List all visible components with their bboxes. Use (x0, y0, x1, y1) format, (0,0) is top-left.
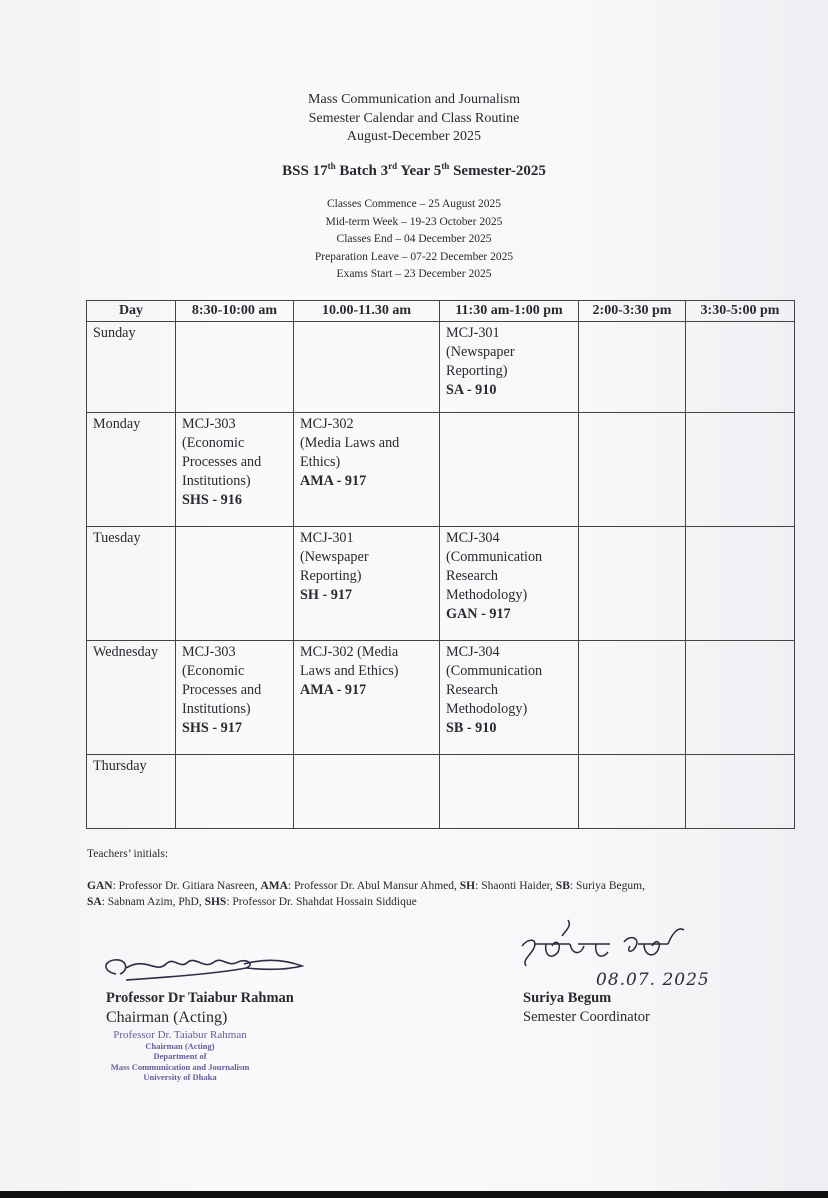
course-line: (Newspaper (446, 344, 515, 360)
table-row (87, 413, 795, 527)
course-line: Methodology) (446, 701, 528, 717)
course-line: MCJ-302 (300, 416, 354, 432)
chairman-title: Chairman (Acting) (106, 1009, 228, 1026)
day-cell: Tuesday (87, 527, 176, 641)
class-cell (294, 527, 440, 641)
room-code: SHS - 917 (182, 720, 242, 736)
day-cell: Thursday (87, 755, 176, 829)
coordinator-signature (512, 916, 702, 974)
class-cell (686, 641, 795, 755)
class-cell (579, 322, 686, 413)
room-code: SA - 910 (446, 382, 497, 398)
table-row (87, 527, 795, 641)
class-cell (294, 641, 440, 755)
room-code: SB - 910 (446, 720, 497, 736)
room-code: SH - 917 (300, 587, 353, 603)
class-cell (686, 527, 795, 641)
course-line: (Economic (182, 435, 245, 451)
col-header-slot4: 2:00-3:30 pm (579, 301, 686, 322)
course-line: Research (446, 568, 498, 584)
class-cell (176, 641, 294, 755)
date-exams-start: Exams Start – 23 December 2025 (336, 268, 492, 281)
col-header-slot5: 3:30-5:00 pm (686, 301, 795, 322)
class-cell (579, 527, 686, 641)
course-line: (Communication (446, 549, 543, 565)
class-cell (440, 641, 579, 755)
class-routine-table (86, 300, 795, 829)
coordinator-block (523, 990, 650, 1026)
room-code: AMA - 917 (300, 473, 367, 489)
date-classes-end: Classes End – 04 December 2025 (336, 233, 492, 246)
table-row (87, 755, 795, 829)
course-line: MCJ-301 (446, 325, 500, 341)
course-line: (Media Laws and (300, 435, 400, 451)
course-line: MCJ-304 (446, 530, 500, 546)
course-line: MCJ-301 (300, 530, 354, 546)
chairman-block (106, 990, 294, 1027)
class-cell (440, 322, 579, 413)
class-cell (176, 322, 294, 413)
class-cell (294, 755, 440, 829)
course-line: MCJ-304 (446, 644, 500, 660)
room-code: GAN - 917 (446, 606, 511, 622)
date-preparation-leave: Preparation Leave – 07-22 December 2025 (314, 250, 514, 263)
class-cell (686, 755, 795, 829)
course-line: Institutions) (182, 701, 251, 717)
teachers-legend: GAN: Professor Dr. Gitiara Nasreen, AMA: Professor Dr. Abul Mansur Ahmed, SH: Shaonti Haider, SB: Suriya Begum, SA: Sabnam Azim, PhD, SHS: Professor Dr. Shahdat Hossain Siddique (87, 880, 645, 908)
chairman-signature (96, 944, 311, 988)
course-line: (Communication (446, 663, 543, 679)
chairman-name: Professor Dr Taiabur Rahman (106, 990, 294, 1006)
course-line: Methodology) (446, 587, 528, 603)
document-title: Semester Calendar and Class Routine (308, 111, 520, 126)
term-title: August-December 2025 (346, 129, 482, 144)
class-cell (579, 641, 686, 755)
class-cell (440, 527, 579, 641)
course-line: Institutions) (182, 473, 251, 489)
class-cell (176, 413, 294, 527)
class-cell (686, 322, 795, 413)
course-line: MCJ-303 (182, 644, 236, 660)
class-cell (686, 413, 795, 527)
batch-heading: BSS 17th Batch 3rd Year 5th Semester-2025 (282, 161, 546, 179)
col-header-slot1: 8:30-10:00 am (176, 301, 294, 322)
class-cell (176, 527, 294, 641)
course-line: Research (446, 682, 498, 698)
course-line: Laws and Ethics) (300, 663, 399, 679)
date-mid-term: Mid-term Week – 19-23 October 2025 (325, 215, 503, 228)
col-header-slot2: 10.00-11.30 am (294, 301, 440, 322)
scan-edge (0, 1191, 828, 1198)
calendar-dates (0, 196, 828, 284)
course-line: MCJ-302 (Media (300, 644, 399, 660)
room-code: AMA - 917 (300, 682, 367, 698)
day-cell: Monday (87, 413, 176, 527)
course-line: Processes and (182, 454, 262, 470)
course-line: Reporting) (300, 568, 362, 584)
course-line: (Newspaper (300, 549, 369, 565)
class-cell (579, 755, 686, 829)
course-line: (Economic (182, 663, 245, 679)
department-title: Mass Communication and Journalism (308, 92, 520, 107)
class-cell (440, 755, 579, 829)
teachers-initials-title: Teachers’ initials: (87, 848, 169, 860)
course-line: Ethics) (300, 454, 341, 470)
day-cell: Sunday (87, 322, 176, 413)
class-cell (579, 413, 686, 527)
department-stamp: Professor Dr. Taiabur Rahman Chairman (Acting) Department of Mass Communication and Journalism University of Dhaka (110, 1029, 250, 1082)
course-line: MCJ-303 (182, 416, 236, 432)
col-header-day: Day (87, 301, 176, 322)
room-code: SHS - 916 (182, 492, 242, 508)
col-header-slot3: 11:30 am-1:00 pm (440, 301, 579, 322)
course-line: Processes and (182, 682, 262, 698)
course-line: Reporting) (446, 363, 508, 379)
handwritten-date: 08.07. 2025 (596, 970, 710, 990)
date-classes-commence: Classes Commence – 25 August 2025 (326, 198, 502, 210)
table-header-row (87, 301, 795, 322)
class-cell (294, 413, 440, 527)
class-cell (294, 322, 440, 413)
day-cell: Wednesday (87, 641, 176, 755)
coordinator-name: Suriya Begum (523, 990, 612, 1006)
table-row (87, 322, 795, 413)
table-row (87, 641, 795, 755)
class-cell (176, 755, 294, 829)
coordinator-title: Semester Coordinator (523, 1009, 650, 1025)
class-cell (440, 413, 579, 527)
